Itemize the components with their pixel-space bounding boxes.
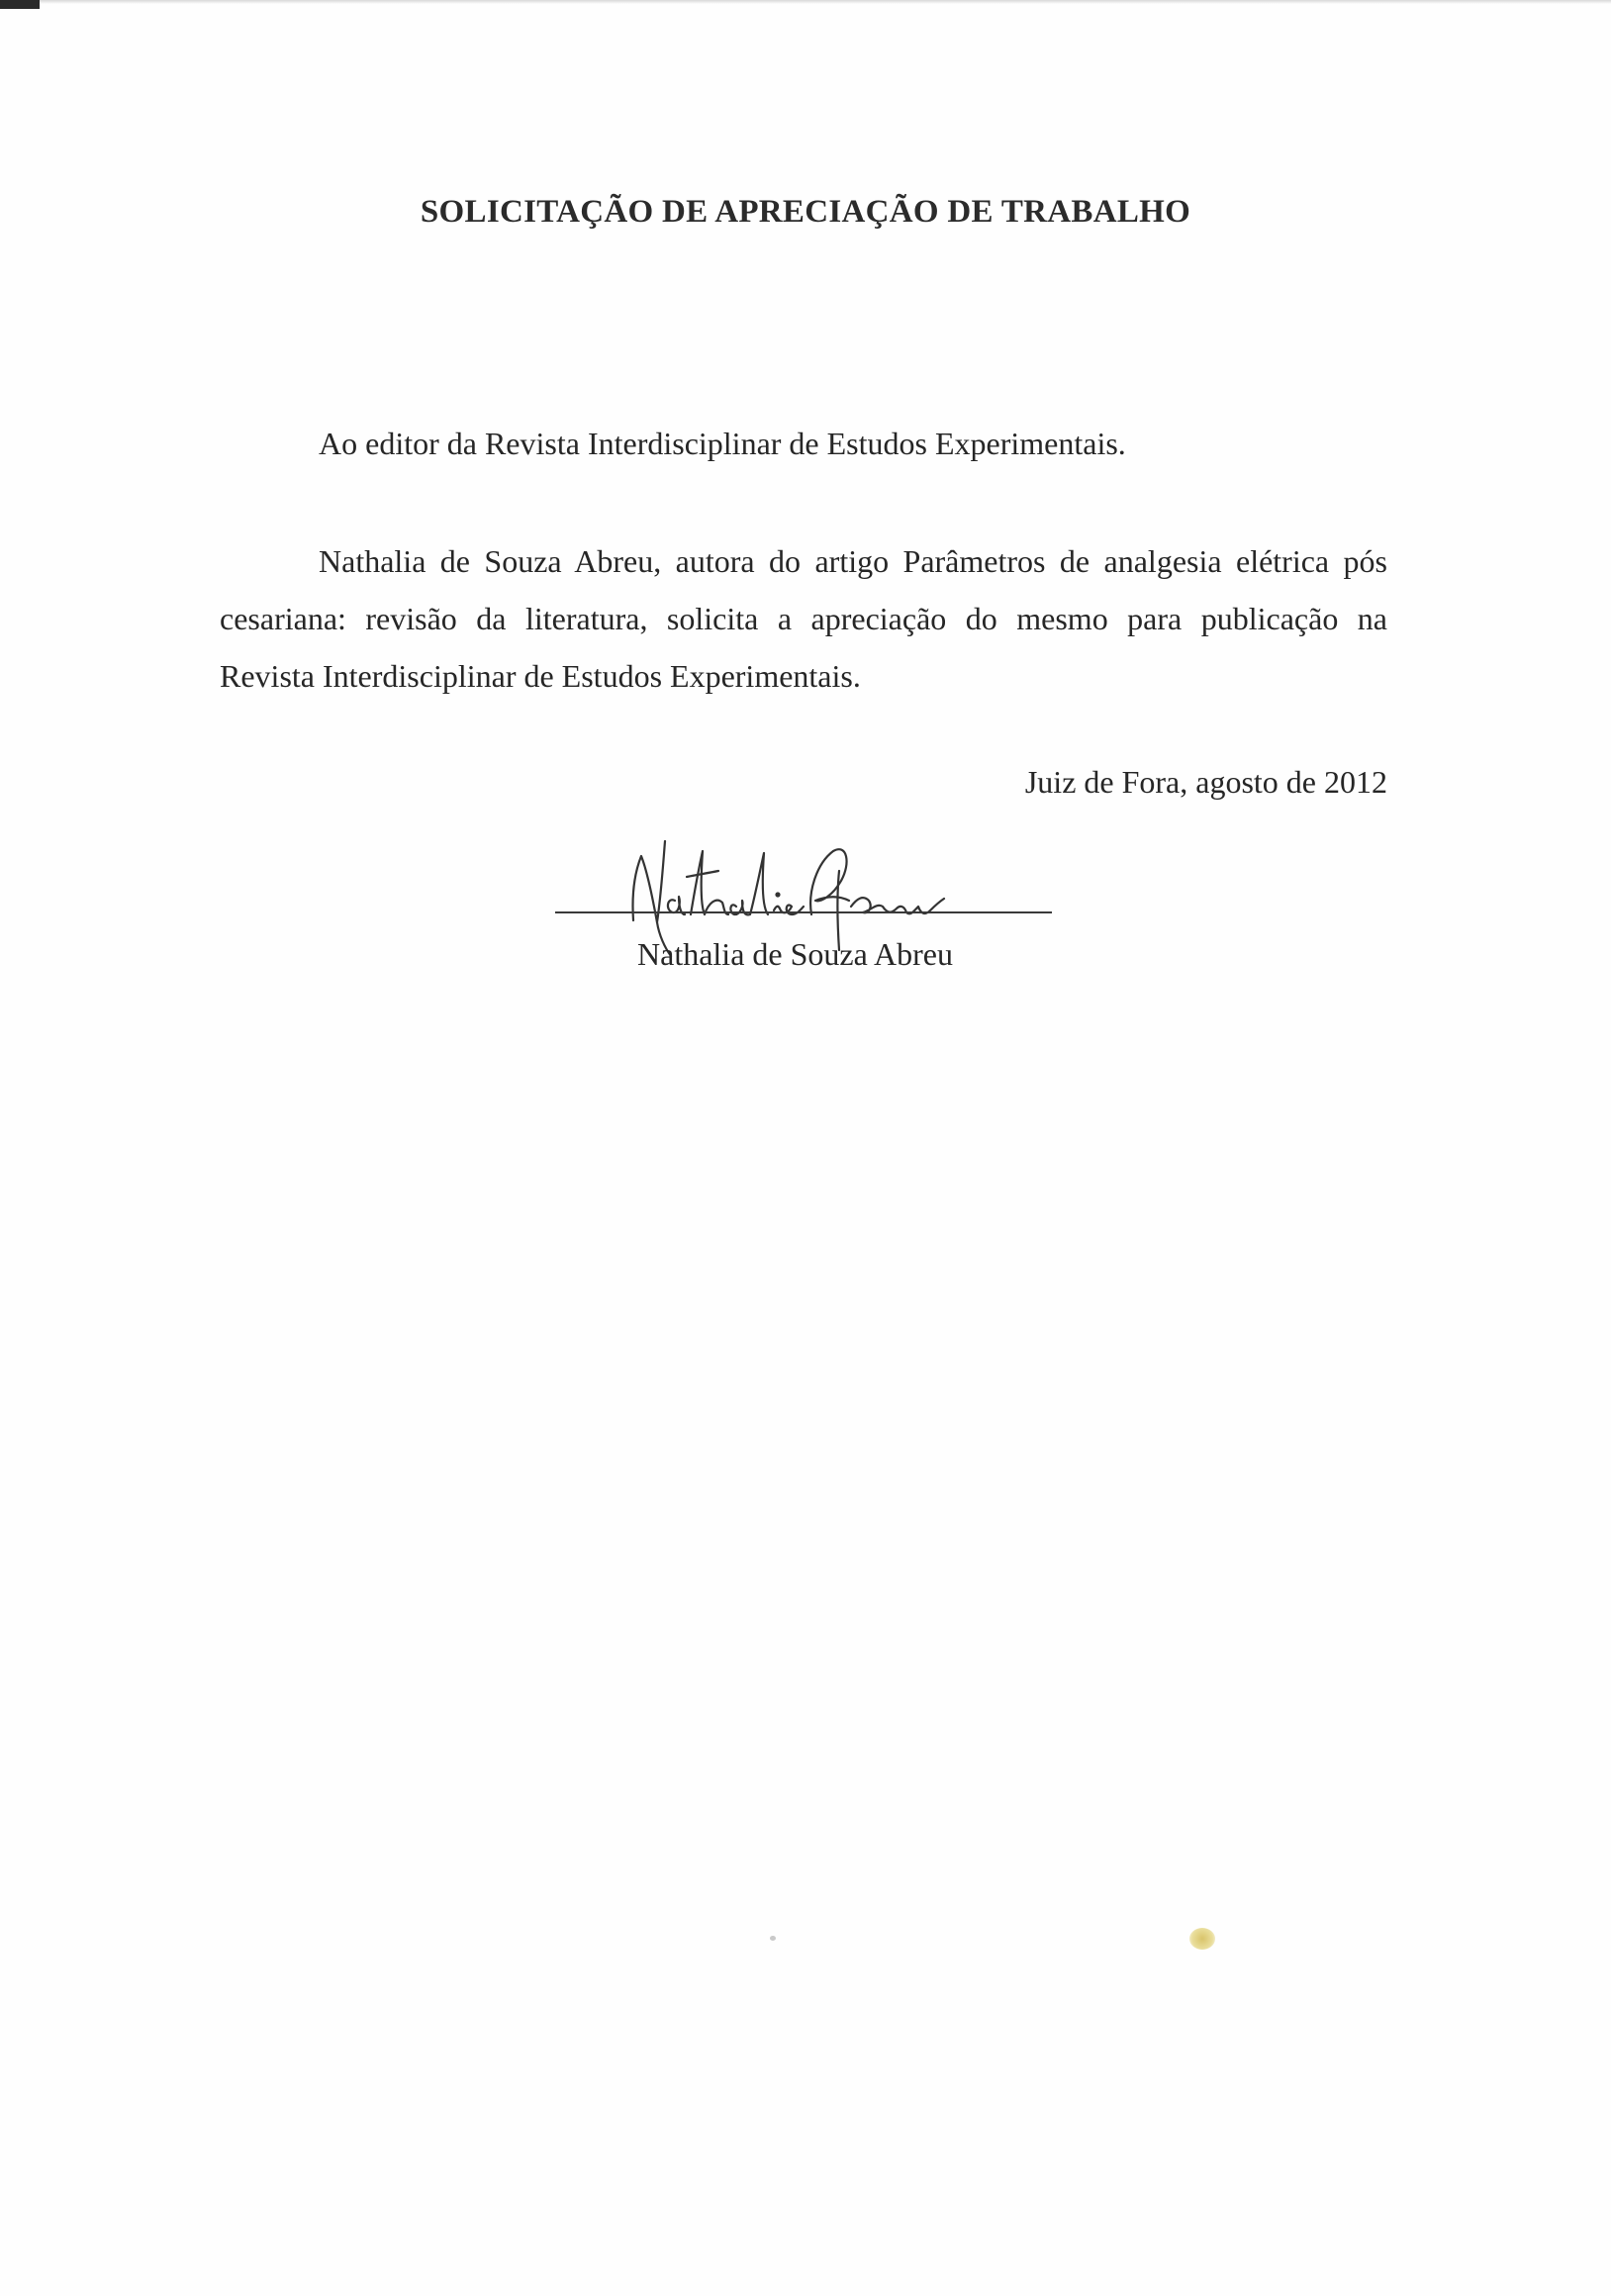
stain-mark	[1189, 1928, 1215, 1950]
signature-line	[555, 911, 1052, 913]
scan-top-shadow	[40, 0, 1611, 4]
addressee-line: Ao editor da Revista Interdisciplinar de Estudos Experimentais.	[319, 426, 1126, 461]
body-line-1: Nathalia de Souza Abreu, autora do artigo Parâmetros de analgesia elétrica pós	[319, 543, 1387, 579]
place-date: Juiz de Fora, agosto de 2012	[1024, 764, 1387, 800]
signer-name: Nathalia de Souza Abreu	[637, 936, 953, 972]
body-line-2: cesariana: revisão da literatura, solicita a apreciação do mesmo para publicação na	[220, 601, 1387, 636]
dust-speck	[770, 1936, 776, 1941]
body-line-3: Revista Interdisciplinar de Estudos Experimentais.	[220, 658, 861, 694]
document-title: SOLICITAÇÃO DE APRECIAÇÃO DE TRABALHO	[420, 194, 1191, 230]
scan-edge-mark	[0, 0, 40, 9]
body-paragraph	[220, 532, 1387, 705]
